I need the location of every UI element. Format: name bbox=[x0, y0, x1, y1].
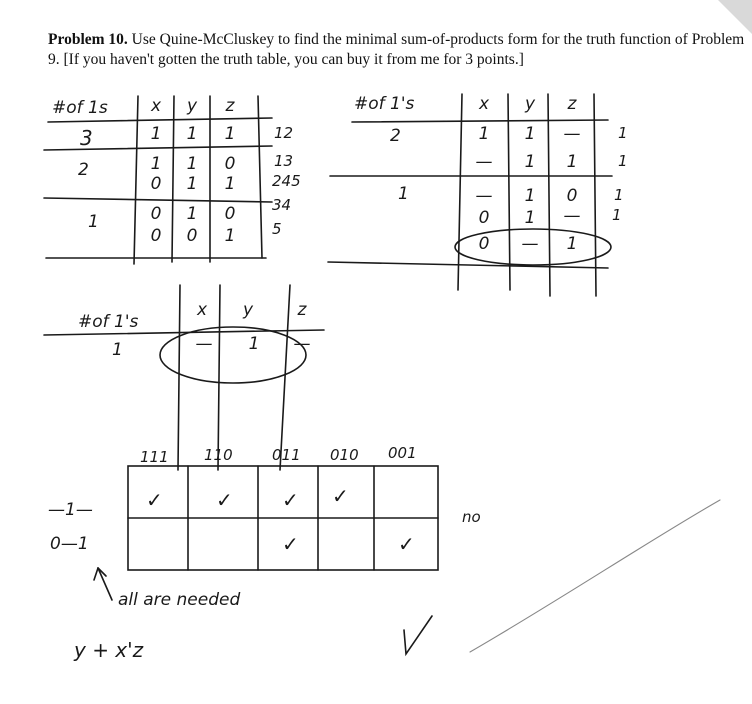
t2-r2-x: — bbox=[475, 186, 493, 206]
t2-r1-x: — bbox=[475, 152, 493, 172]
t3-header-x: x bbox=[196, 300, 208, 320]
chart-side-note: no bbox=[462, 508, 481, 526]
t1-r1-x: 1 bbox=[150, 154, 162, 174]
t2-r1-mark: 1 bbox=[618, 152, 628, 170]
t1-header-x: x bbox=[150, 96, 162, 116]
t1-group-1: 1 bbox=[88, 212, 99, 232]
problem-text: Use Quine-McCluskey to find the minimal sum-of-products form for the truth function of Problem 9. [If you haven't gotten the truth table, you can buy it from me for 3 points.] bbox=[48, 31, 745, 68]
chart-r1-c3-check: ✓ bbox=[282, 488, 299, 512]
chart-col-001: 001 bbox=[388, 444, 417, 462]
t3-header-z: z bbox=[297, 300, 307, 320]
t2-header-count: #of 1's bbox=[354, 94, 415, 114]
t3-r0-x: — bbox=[195, 334, 213, 354]
t1-r1-y: 1 bbox=[186, 154, 198, 174]
t1-r0-z: 1 bbox=[224, 124, 236, 144]
t1-r1-z: 0 bbox=[224, 154, 236, 174]
chart-r2-c5-check: ✓ bbox=[398, 532, 415, 556]
t2-r4-z: 1 bbox=[566, 234, 578, 254]
t3-group-1: 1 bbox=[112, 340, 123, 360]
t1-r3-z: 0 bbox=[224, 204, 236, 224]
chart-row-label-1: —1— bbox=[48, 500, 93, 520]
t2-header-y: y bbox=[524, 94, 536, 114]
t1-group-3: 3 bbox=[80, 126, 93, 150]
t3-header-y: y bbox=[242, 300, 254, 320]
t1-r3-mark: 34 bbox=[272, 196, 292, 214]
t1-r2-mark: 245 bbox=[272, 172, 301, 190]
t1-group-2: 2 bbox=[78, 160, 89, 180]
t2-r2-mark: 1 bbox=[614, 186, 624, 204]
t2-r2-y: 1 bbox=[524, 186, 536, 206]
problem-number: Problem 10. bbox=[48, 31, 128, 48]
t2-r2-z: 0 bbox=[566, 186, 578, 206]
chart-r1-c2-check: ✓ bbox=[216, 488, 233, 512]
t1-r3-y: 1 bbox=[186, 204, 198, 224]
t2-r0-x: 1 bbox=[478, 124, 490, 144]
t1-r0-x: 1 bbox=[150, 124, 162, 144]
chart-col-111: 111 bbox=[140, 448, 169, 466]
t2-group-2: 2 bbox=[390, 126, 401, 146]
t1-header-y: y bbox=[186, 96, 198, 116]
t1-r2-x: 0 bbox=[150, 174, 162, 194]
chart-r1-c4-check: ✓ bbox=[332, 484, 349, 508]
t2-r0-y: 1 bbox=[524, 124, 536, 144]
t1-r0-mark: 12 bbox=[274, 124, 294, 142]
t2-r4-y: — bbox=[521, 234, 539, 254]
note-all-needed: all are needed bbox=[118, 590, 241, 610]
t1-r4-x: 0 bbox=[150, 226, 162, 246]
t1-r4-y: 0 bbox=[186, 226, 198, 246]
t1-r2-y: 1 bbox=[186, 174, 198, 194]
chart-col-110: 110 bbox=[204, 446, 233, 464]
t2-r3-mark: 1 bbox=[612, 206, 622, 224]
t3-header-count: #of 1's bbox=[78, 312, 139, 332]
t2-r4-x: 0 bbox=[478, 234, 490, 254]
t1-r0-y: 1 bbox=[186, 124, 198, 144]
chart-col-011: 011 bbox=[272, 446, 301, 464]
final-answer: y + x'z bbox=[74, 638, 144, 662]
t2-group-1: 1 bbox=[398, 184, 409, 204]
chart-r1-c1-check: ✓ bbox=[146, 488, 163, 512]
t2-r1-y: 1 bbox=[524, 152, 536, 172]
t1-header-z: z bbox=[225, 96, 235, 116]
t2-r3-x: 0 bbox=[478, 208, 490, 228]
t1-r4-mark: 5 bbox=[272, 220, 282, 238]
chart-r2-c3-check: ✓ bbox=[282, 532, 299, 556]
t2-r1-z: 1 bbox=[566, 152, 578, 172]
t1-r3-x: 0 bbox=[150, 204, 162, 224]
t3-r0-y: 1 bbox=[248, 334, 260, 354]
t1-r1-mark: 13 bbox=[274, 152, 294, 170]
t2-header-z: z bbox=[567, 94, 577, 114]
t1-r4-z: 1 bbox=[224, 226, 236, 246]
t2-r3-z: — bbox=[563, 206, 581, 226]
t1-r2-z: 1 bbox=[224, 174, 236, 194]
chart-row-label-2: 0—1 bbox=[50, 534, 89, 554]
t2-r0-mark: 1 bbox=[618, 124, 628, 142]
t3-r0-z: — bbox=[293, 334, 311, 354]
t2-header-x: x bbox=[478, 94, 490, 114]
t1-header-count: #of 1s bbox=[52, 98, 108, 118]
t2-r0-z: — bbox=[563, 124, 581, 144]
chart-col-010: 010 bbox=[330, 446, 359, 464]
t2-r3-y: 1 bbox=[524, 208, 536, 228]
